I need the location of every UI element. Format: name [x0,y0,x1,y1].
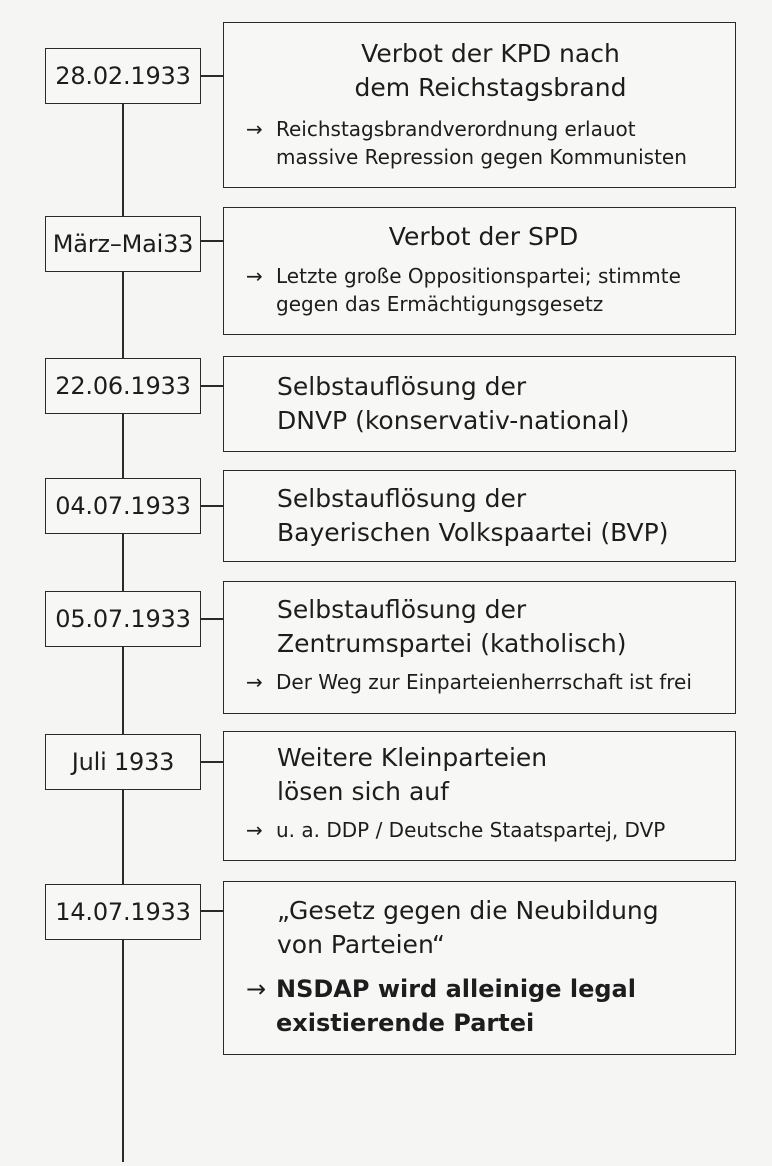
event-title: Verbot der KPD nach dem Reichstagsbrand [354,39,627,102]
event-note-text: Der Weg zur Einparteienherrschaft ist frei [276,670,692,694]
date-label: Juli 1933 [45,734,201,790]
event-note-text: Reichstagsbrandverordnung erlauot massive Repression gegen Kommunisten [276,117,687,169]
event-title: Selbstauflösung der DNVP (konservativ-national) [277,372,630,435]
event-card [223,731,736,861]
event-note-text: u. a. DDP / Deutsche Staatspartej, DVP [276,818,666,842]
event-title: Selbstauflösung der Bayerischen Volkspaartei (BVP) [277,484,669,547]
event-note [224,816,735,844]
arrow-icon: → [246,117,263,141]
event-card [223,356,736,452]
event-note [224,668,735,696]
event-card [223,881,736,1055]
arrow-icon: → [246,975,267,1003]
event-title: Weitere Kleinparteien lösen sich auf [277,743,548,806]
event-note [224,262,735,318]
event-card [223,581,736,714]
event-title: „Gesetz gegen die Neubildung von Parteien“ [277,896,659,959]
arrow-icon: → [246,264,263,288]
event-note [224,115,735,171]
arrow-icon: → [246,670,263,694]
date-label: März–Mai33 [45,216,201,272]
event-card [223,470,736,562]
date-label: 04.07.1933 [45,478,201,534]
connector-line [201,910,223,912]
connector-line [201,761,223,763]
connector-line [201,505,223,507]
connector-line [201,618,223,620]
date-label: 14.07.1933 [45,884,201,940]
event-note [224,972,735,1040]
connector-line [201,240,223,242]
date-label: 05.07.1933 [45,591,201,647]
event-note-text: NSDAP wird alleinige legal existierende Partei [276,975,636,1037]
connector-line [201,75,223,77]
event-card [223,207,736,335]
event-title: Selbstauflösung der Zentrumspartei (katholisch) [277,595,627,658]
date-label: 28.02.1933 [45,48,201,104]
event-title: Verbot der SPD [388,222,579,251]
event-note-text: Letzte große Oppositionspartei; stimmte gegen das Ermächtigungsgesetz [276,264,681,316]
arrow-icon: → [246,818,263,842]
connector-line [201,385,223,387]
event-card [223,22,736,188]
date-label: 22.06.1933 [45,358,201,414]
